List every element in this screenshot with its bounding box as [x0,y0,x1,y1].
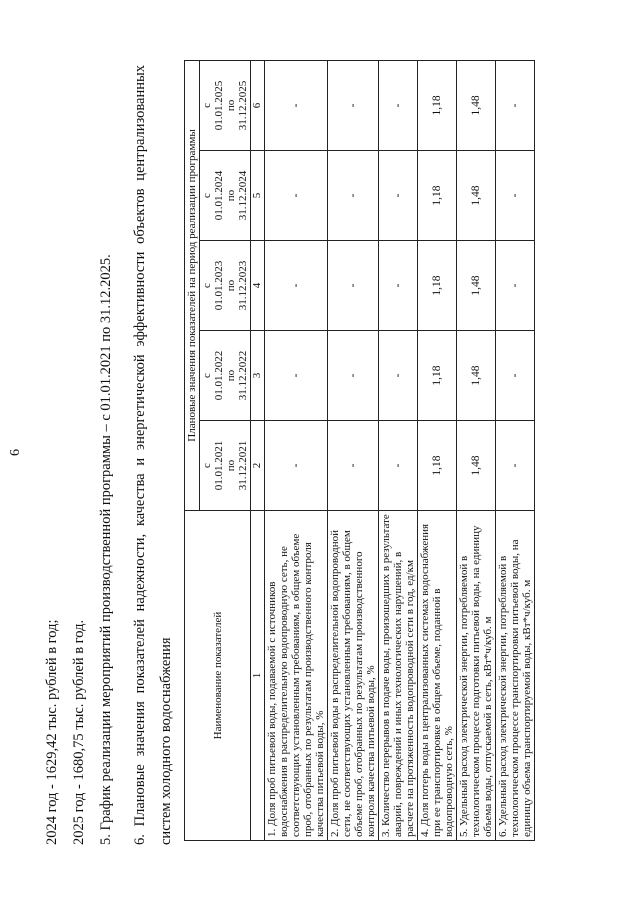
column-number: 3 [251,331,265,421]
indicator-name: 1. Доля проб питьевой воды, подаваемой с источников водоснабжения в распределительную водопроводную сеть, не соответствующих установленным требованиям, в общем объеме проб, отобранных по результатам производственного контроля качества питьевой воды, % [265,511,328,841]
indicator-value: - [496,241,535,331]
table-row [265,60,328,840]
table-row [496,60,535,840]
indicator-value: - [496,331,535,421]
indicator-value: - [328,60,379,150]
indicator-value: 1,48 [457,241,496,331]
indicator-value: 1,48 [457,331,496,421]
column-number: 4 [251,241,265,331]
indicator-value: - [328,241,379,331]
header-period-2023: с 01.01.2023 по 31.12.2023 [200,241,251,331]
table-row [418,60,457,840]
indicator-value: 1,18 [418,421,457,511]
indicator-value: - [328,151,379,241]
indicator-value: - [265,60,328,150]
header-period-2024: с 01.01.2024 по 31.12.2024 [200,151,251,241]
indicator-value: - [379,331,418,421]
header-period-2025: с 01.01.2025 по 31.12.2025 [200,60,251,150]
indicators-table [184,60,535,841]
indicator-value: 1,18 [418,60,457,150]
section-5-heading: 5. График реализации мероприятий производственной программы – с 01.01.2021 по 31.12.2025. [98,254,114,845]
indicator-name: 6. Удельный расход электрической энергии, потребляемой в технологическом процессе транспортировки питьевой воды, на единицу объема транспортируемой воды, кВт*ч/куб. м [496,511,535,841]
indicator-value: - [496,151,535,241]
indicator-value: - [265,421,328,511]
header-planned-values: Плановые значения показателей на период реализации программы [185,60,200,510]
table-row [328,60,379,840]
indicator-value: 1,18 [418,241,457,331]
indicator-value: - [328,421,379,511]
indicator-value: 1,48 [457,60,496,150]
indicator-value: - [496,421,535,511]
indicator-name: 2. Доля проб питьевой воды в распределительной водопроводной сети, не соответствующих установленным требованиям, в общем объеме проб, отобранных по результатам производственного контроля качества питьевой воды, % [328,511,379,841]
indicator-value: 1,18 [418,151,457,241]
text-line-2025: 2025 год - 1680,75 тыс. рублей в год. [71,619,87,845]
indicator-value: 1,18 [418,331,457,421]
indicator-value: 1,48 [457,151,496,241]
indicator-name: 4. Доля потерь воды в централизованных системах водоснабжения при ее транспортировке в общем объеме, поданной в водопроводную сеть, % [418,511,457,841]
column-number: 1 [251,511,265,841]
indicator-value: - [379,60,418,150]
column-number: 5 [251,151,265,241]
indicator-value: - [265,331,328,421]
indicator-value: - [496,60,535,150]
indicator-value: - [379,241,418,331]
header-period-2021: с 01.01.2021 по 31.12.2021 [200,421,251,511]
indicator-value: - [265,151,328,241]
column-number: 6 [251,60,265,150]
header-indicator-name: Наименование показателей [185,511,251,841]
indicator-value: - [379,151,418,241]
table-row [457,60,496,840]
column-number-row [251,60,265,840]
page-number: 6 [8,449,23,456]
indicator-value: 1,48 [457,421,496,511]
indicator-name: 5. Удельный расход электрической энергии, потребляемой в технологическом процессе подготовки питьевой воды, на единицу объема воды, отпускаемой в сеть, кВт*ч/куб. м [457,511,496,841]
indicator-value: - [265,241,328,331]
column-number: 2 [251,421,265,511]
header-period-2022: с 01.01.2022 по 31.12.2022 [200,331,251,421]
indicator-value: - [328,331,379,421]
table-row [379,60,418,840]
text-line-2024: 2024 год - 1629,42 тыс. рублей в год; [44,619,60,845]
indicator-name: 3. Количество перерывов в подаче воды, произошедших в результате аварий, повреждений и иных технологических нарушений, в расчете на протяженность водопроводной сети в год, ед/км [379,511,418,841]
indicator-value: - [379,421,418,511]
section-6-heading: 6. Плановые значения показателей надежности, качества и энергетической эффективности объектов централизованных систем холодного водоснабжения [132,65,174,845]
